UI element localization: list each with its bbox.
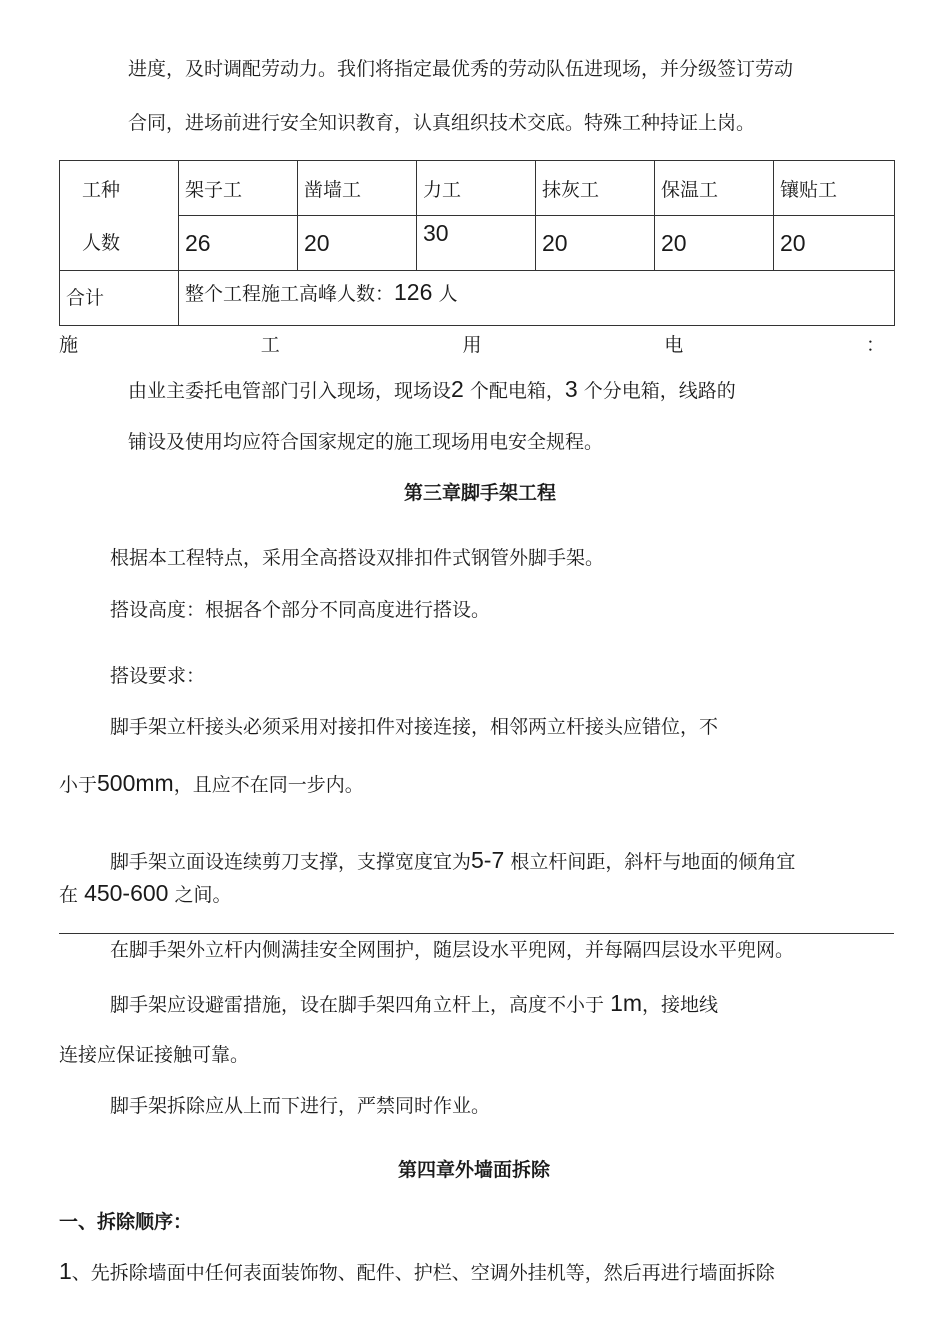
count-cell: [536, 216, 655, 271]
p5-text: 在: [59, 884, 79, 906]
count-value: 20: [304, 230, 330, 256]
chapter3-paragraph: [110, 849, 795, 872]
total-prefix: 整个工程施工高峰人数：: [185, 283, 395, 305]
power-heading-char: 施: [59, 334, 79, 356]
power-line-1: [128, 378, 736, 401]
p5-text: 脚手架立面设连续剪刀支撑，支撑宽度宜为: [110, 851, 472, 873]
count-value: 20: [780, 230, 806, 256]
trade-name: 力工: [423, 179, 462, 201]
chapter3-paragraph: 在脚手架外立杆内侧满挂安全网围护，随层设水平兜网，并每隔四层设水平兜网。: [110, 939, 795, 961]
trade-name: 架子工: [185, 179, 243, 201]
power-text: 个配电箱，: [469, 380, 565, 402]
chapter3-paragraph: 脚手架立杆接头必须采用对接扣件对接连接，相邻两立杆接头应错位，不: [110, 716, 719, 738]
p4-text: 小于: [59, 774, 98, 796]
trade-cell: [179, 161, 298, 216]
power-heading-char: 工: [260, 334, 280, 356]
power-number: 2: [451, 376, 464, 402]
trade-name: 镶贴工: [780, 179, 838, 201]
power-heading-char: 用: [462, 334, 482, 356]
trade-label-cell: [60, 161, 179, 216]
total-label-cell: [60, 271, 179, 326]
count-label-cell: [60, 216, 179, 271]
chapter3-paragraph: [110, 992, 718, 1015]
p5-number: 450-600: [84, 880, 169, 906]
trade-cell: [774, 161, 895, 216]
total-unit: 人: [438, 283, 458, 305]
chapter3-paragraph: 搭设高度：根据各个部分不同高度进行搭设。: [110, 599, 491, 621]
intro-line-2: 合同，进场前进行安全知识教育，认真组织技术交底。特殊工种持证上岗。: [128, 112, 756, 134]
trade-cell: [536, 161, 655, 216]
count-cell: [655, 216, 774, 271]
trade-name: 抹灰工: [542, 179, 600, 201]
table-row-total: [60, 271, 895, 326]
total-value-cell: [179, 271, 895, 326]
p5-text: 根立杆间距，斜杆与地面的倾角宜: [510, 851, 796, 873]
trade-name: 保温工: [661, 179, 719, 201]
table-row-counts: [60, 216, 895, 271]
count-cell: [179, 216, 298, 271]
intro-line-1: 进度，及时调配劳动力。我们将指定最优秀的劳动队伍进现场，并分级签订劳动: [128, 58, 794, 80]
trade-label: 工种: [82, 179, 121, 201]
trade-cell: [655, 161, 774, 216]
chapter4-section-heading: 一、拆除顺序：: [59, 1211, 193, 1233]
p5-text: 之间。: [174, 884, 232, 906]
count-value: 20: [542, 230, 568, 256]
chapter3-paragraph: [59, 772, 364, 795]
count-value: 20: [661, 230, 687, 256]
count-cell: [417, 216, 536, 271]
trade-cell: [298, 161, 417, 216]
count-value: 30: [423, 220, 449, 246]
p7-text: 脚手架应设避雷措施，设在脚手架四角立杆上，高度不小于: [110, 994, 605, 1016]
item-text: 、先拆除墙面中任何表面装饰物、配件、护栏、空调外挂机等，然后再进行墙面拆除: [71, 1262, 775, 1284]
power-heading-char: ：: [865, 334, 885, 356]
power-heading-char: 电: [664, 334, 684, 356]
item-number: 1: [59, 1258, 72, 1284]
table-row-trades: [60, 161, 895, 216]
power-heading: [59, 330, 885, 357]
total-label: 合计: [66, 287, 105, 309]
p4-number: 500mm: [97, 770, 174, 796]
p5-number: 5-7: [471, 847, 505, 873]
total-value: 126: [394, 279, 433, 305]
power-line-2: 铺设及使用均应符合国家规定的施工现场用电安全规程。: [128, 431, 604, 453]
chapter3-paragraph: 连接应保证接触可靠。: [59, 1044, 250, 1066]
trade-name: 凿墙工: [304, 179, 362, 201]
count-value: 26: [185, 230, 211, 256]
count-label: 人数: [82, 231, 121, 254]
chapter3-paragraph: [59, 882, 232, 905]
chapter3-paragraph: 根据本工程特点，采用全高搭设双排扣件式钢管外脚手架。: [110, 547, 605, 569]
divider-line: [59, 933, 894, 934]
power-text: 由业主委托电管部门引入现场，现场设: [128, 380, 452, 402]
chapter3-title: 第三章脚手架工程: [404, 482, 557, 504]
chapter3-paragraph: 脚手架拆除应从上而下进行，严禁同时作业。: [110, 1095, 491, 1117]
count-cell: [774, 216, 895, 271]
chapter3-paragraph: 搭设要求：: [110, 665, 206, 687]
power-number: 3: [564, 376, 578, 402]
p4-text: ，且应不在同一步内。: [173, 774, 364, 796]
chapter4-title: 第四章外墙面拆除: [398, 1159, 551, 1181]
trade-cell: [417, 161, 536, 216]
count-cell: [298, 216, 417, 271]
p7-number: 1m: [610, 990, 643, 1016]
chapter4-item: [59, 1260, 775, 1283]
power-text: 个分电箱，线路的: [583, 380, 736, 402]
p7-text: ，接地线: [642, 994, 719, 1016]
labor-table: [59, 160, 895, 326]
